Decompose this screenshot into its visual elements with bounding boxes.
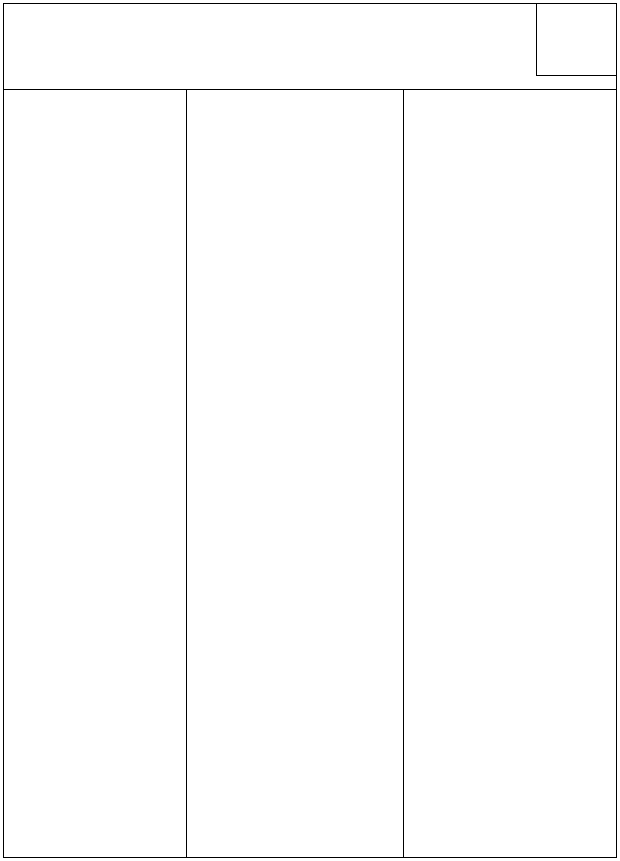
- qr-code-block: [474, 684, 594, 824]
- embroidery-design-image: [4, 90, 187, 858]
- stop-sequence-table-continued: [404, 90, 616, 370]
- production-sheet: [3, 3, 617, 858]
- design-stats: [536, 4, 616, 76]
- header: [4, 4, 616, 90]
- design-preview: [4, 90, 187, 858]
- table-header: [190, 104, 402, 116]
- barcode: [8, 39, 148, 63]
- qr-code: [484, 690, 584, 790]
- stop-sequence-table: [187, 90, 404, 858]
